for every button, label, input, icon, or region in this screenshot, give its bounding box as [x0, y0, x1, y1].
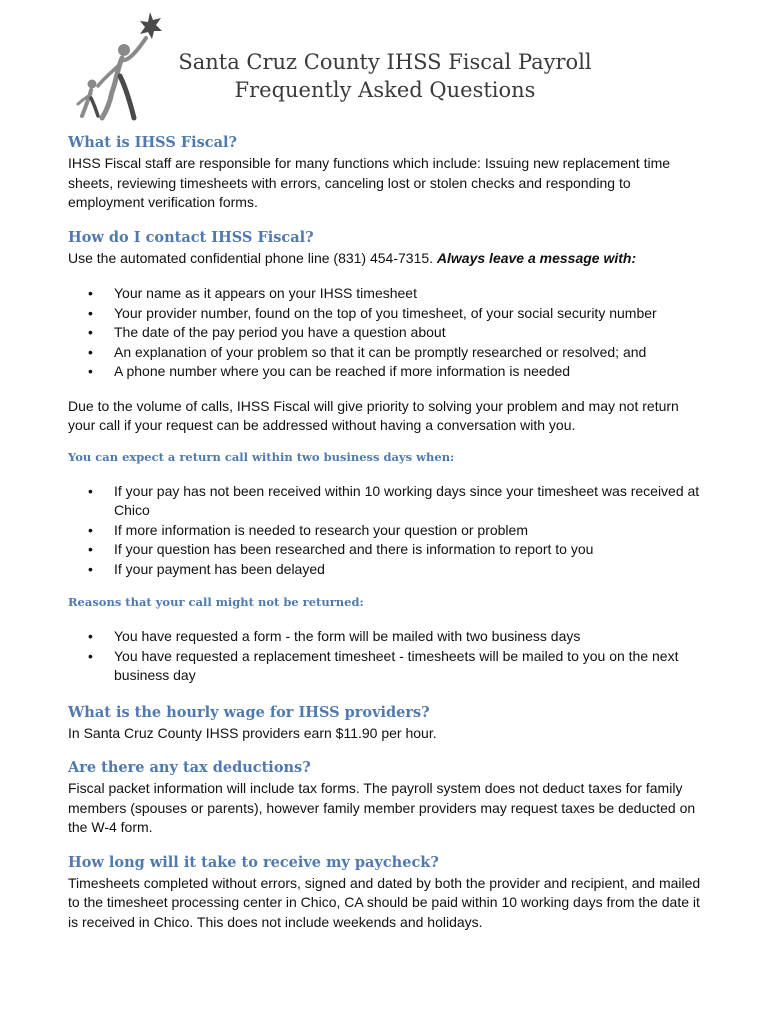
contact-list	[68, 284, 708, 382]
section-paycheck-timing	[68, 852, 708, 933]
list-item: • Your name as it appears on your IHSS timesheet	[68, 284, 708, 304]
section-heading: How long will it take to receive my paycheck?	[68, 853, 439, 871]
list-item: • A phone number where you can be reached if more information is needed	[68, 362, 708, 382]
section-body: IHSS Fiscal staff are responsible for many functions which include: Issuing new replacement time sheets, reviewing timesheets with errors, canceling lost or stolen checks and responding to employment verification forms.	[68, 155, 671, 210]
section-body: In Santa Cruz County IHSS providers earn $11.90 per hour.	[68, 724, 437, 741]
list-item: • If your question has been researched and there is information to report to you	[68, 540, 708, 560]
not-returned-list	[68, 627, 708, 686]
section-heading: Are there any tax deductions?	[68, 759, 311, 776]
contact-intro-emphasis: Always leave a message with:	[436, 249, 637, 266]
list-item: • If more information is needed to research your question or problem	[68, 521, 708, 541]
contact-intro	[68, 249, 708, 269]
section-contact	[68, 227, 708, 436]
section-subheading: Reasons that your call might not be returned:	[68, 595, 364, 609]
section-body: Fiscal packet information will include tax forms. The payroll system does not deduct taxes for family members (spouses or parents), however family member providers may request taxes be deducted on the W-4 form.	[68, 780, 696, 835]
list-item: • The date of the pay period you have a question about	[68, 323, 708, 343]
contact-intro-text: Use the automated confidential phone line (831) 454-7315.	[68, 249, 437, 266]
faq-content	[68, 132, 708, 932]
section-tax-deductions	[68, 757, 708, 838]
list-item: • Your provider number, found on the top of you timesheet, of your social security number	[68, 304, 708, 324]
section-heading: How do I contact IHSS Fiscal?	[68, 228, 314, 246]
section-what-is-ihss-fiscal	[68, 132, 708, 213]
list-item: • If your payment has been delayed	[68, 560, 708, 580]
return-call-list	[68, 482, 708, 580]
section-heading: What is the hourly wage for IHSS providers?	[68, 703, 430, 721]
contact-note: Due to the volume of calls, IHSS Fiscal will give priority to solving your problem and may not return your call if your request can be addressed without having a conversation with you.	[68, 397, 679, 433]
list-item: • You have requested a replacement timesheet - timesheets will be mailed to you on the next business day	[68, 647, 708, 686]
page-title	[150, 48, 620, 104]
section-not-returned	[68, 593, 708, 686]
section-body: Timesheets completed without errors, signed and dated by both the provider and recipient, and mailed to the timesheet processing center in Chico, CA should be paid within 10 working days from the date it is received in Chico. This does not include weekends and holidays.	[68, 874, 701, 930]
list-item: • An explanation of your problem so that it can be promptly researched or resolved; and	[68, 343, 708, 363]
title-line-1: Santa Cruz County IHSS Fiscal Payroll	[178, 50, 592, 74]
list-item: • If your pay has not been received within 10 working days since your timesheet was received at Chico	[68, 482, 708, 521]
section-hourly-wage	[68, 702, 708, 744]
list-item: • You have requested a form - the form will be mailed with two business days	[68, 627, 708, 647]
title-line-2: Frequently Asked Questions	[234, 78, 536, 102]
section-subheading: You can expect a return call within two business days when:	[68, 449, 455, 464]
section-return-call	[68, 448, 708, 580]
section-heading: What is IHSS Fiscal?	[68, 134, 238, 151]
